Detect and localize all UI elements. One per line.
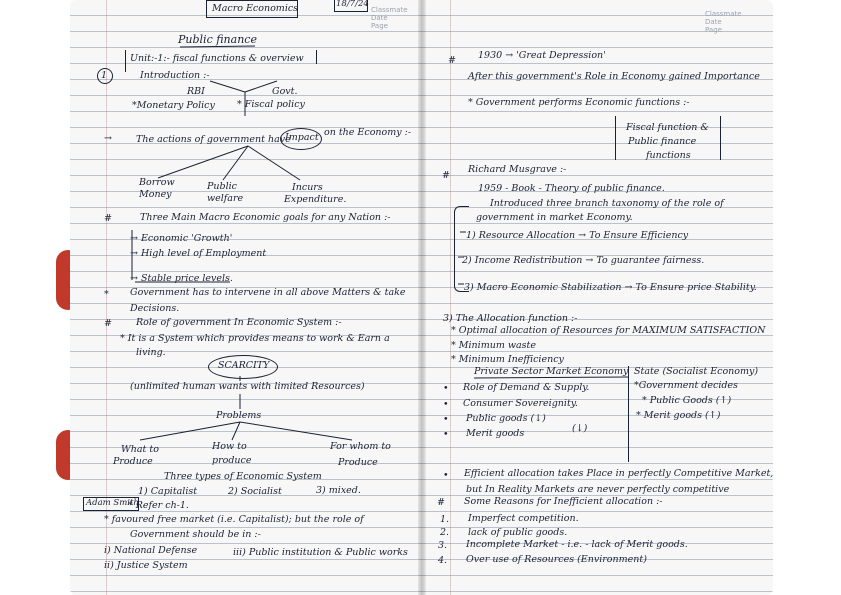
page-stamp-left: Classmate Date Page (371, 6, 408, 30)
macro-stabilization: 3) Macro Economic Stabilization → To Ensure price Stability. (464, 282, 757, 293)
bullet-efficient: • (443, 470, 449, 481)
income-redistribution: 2) Income Redistribution → To guarantee fairness. (462, 255, 705, 266)
incomplete-market: Incomplete Market - i.e. - lack of Merit goods. (466, 539, 688, 550)
monetary-policy: *Monetary Policy (132, 100, 215, 111)
heading-public-finance: Public finance (178, 33, 257, 46)
type-capitalist: 1) Capitalist (138, 486, 198, 497)
hash-1930: # (448, 55, 456, 66)
hash-richard: # (442, 170, 450, 181)
rbi-label: RBI (187, 86, 205, 97)
notebook-spine (418, 0, 426, 595)
public-finance: Public finance (628, 136, 697, 147)
minimum-inefficiency: * Minimum Inefficiency (451, 354, 564, 365)
hash-role: # (104, 318, 112, 329)
goal-stable-prices: → Stable price levels. (130, 273, 233, 284)
government-in-market: government in market Economy. (476, 212, 633, 223)
goal-economic-growth: → Economic 'Growth' (130, 233, 233, 244)
actions-text-b: on the Economy :- (324, 127, 412, 138)
type-mixed: 3) mixed. (316, 485, 361, 496)
richard-musgrave: Richard Musgrave :- (468, 164, 567, 175)
refer-ch1: * Refer ch-1. (128, 500, 189, 511)
incurs-expenditure-1: Incurs (292, 182, 323, 193)
merit-goods-up: * Merit goods (↑) (636, 410, 721, 421)
background-edge (773, 0, 841, 595)
economy-divider (628, 366, 630, 462)
adam-smith: Adam Smith (86, 498, 139, 508)
how-to-produce-1: How to (212, 441, 247, 452)
introduced-taxonomy: Introduced three branch taxonomy of the role of (490, 198, 724, 209)
borrow-money-1: Borrow (139, 177, 175, 188)
header-date: 18/7/24 (336, 0, 369, 9)
public-goods-up: * Public Goods (↑) (642, 395, 732, 406)
lack-public-goods: lack of public goods. (468, 527, 568, 538)
num-4: 4. (438, 555, 448, 566)
bullet-4: • (443, 429, 449, 440)
justice-system: ii) Justice System (104, 560, 188, 571)
borrow-money-2: Money (139, 189, 172, 200)
favoured-free-market: * favoured free market (i.e. Capitalist); but the role of (104, 514, 364, 525)
three-types: Three types of Economic System (164, 471, 322, 482)
public-goods-down: Public goods (↓) (466, 413, 546, 424)
problems: Problems (216, 410, 262, 421)
consumer-sovereignty: Consumer Sovereignity. (463, 398, 578, 409)
how-to-produce-2: produce (212, 455, 252, 466)
role-of-government: Role of government In Economic System :- (136, 317, 342, 328)
allocation-function-heading: 3) The Allocation function :- (443, 313, 578, 324)
public-welfare-2: welfare (207, 193, 244, 204)
hash-reasons: # (437, 497, 445, 508)
for-whom-2: Produce (338, 457, 378, 468)
government-should-be: Government should be in :- (130, 529, 261, 540)
page-stamp-right: Classmate Date Page (705, 10, 742, 34)
incurs-expenditure-2: Expenditure. (284, 194, 347, 205)
goal-employment: → High level of Employment (130, 248, 267, 259)
num-2: 2. (440, 527, 450, 538)
three-branch-bracket (454, 206, 469, 292)
bullet-3: • (443, 414, 449, 425)
hash-goals: # (104, 213, 112, 224)
star-govt: * (104, 289, 109, 300)
actions-arrow: → (104, 133, 112, 144)
system-definition: * It is a System which provides means to work & Earn a (120, 333, 390, 344)
resource-allocation: 1) Resource Allocation → To Ensure Efficiency (466, 230, 689, 241)
header-title: Macro Economics (212, 3, 299, 14)
merit-goods: Merit goods (466, 428, 525, 439)
book-1959: 1959 - Book - Theory of public finance. (478, 183, 665, 194)
public-welfare-1: Public (207, 181, 237, 192)
for-whom-1: For whom to (330, 441, 391, 452)
impact-word: Impact (285, 132, 319, 143)
great-depression: 1930 → 'Great Depression' (478, 50, 606, 61)
functions: functions (646, 150, 691, 161)
public-institution: iii) Public institution & Public works (233, 547, 408, 558)
imperfect-competition: Imperfect competition. (468, 513, 579, 524)
optimal-allocation: * Optimal allocation of Resources for MAXIMUM SATISFACTION (451, 325, 766, 336)
govt-intervene: Government has to intervene in all above Matters & take (130, 287, 406, 298)
private-sector-market: Private Sector Market Economy (474, 366, 629, 377)
state-socialist: State (Socialist Economy) (634, 366, 759, 377)
introduction-label: Introduction :- (140, 70, 210, 81)
unlimited-wants: (unlimited human wants with limited Resources) (130, 381, 365, 392)
type-socialist: 2) Socialist (228, 486, 282, 497)
what-to-produce-1: What to (121, 444, 159, 455)
efficient-allocation: Efficient allocation takes Place in perfectly Competitive Market, (464, 468, 774, 479)
right-margin-line (450, 0, 451, 595)
bullet-1: • (443, 383, 449, 394)
national-defense: i) National Defense (104, 545, 198, 556)
num-1: 1. (440, 514, 450, 525)
bullet-2: • (443, 399, 449, 410)
what-to-produce-2: Produce (113, 456, 153, 467)
fiscal-policy: * Fiscal policy (237, 99, 305, 110)
unit-bracket-right (312, 50, 317, 64)
minimum-waste: * Minimum waste (451, 340, 536, 351)
scarcity: SCARCITY (218, 360, 270, 371)
number-one: 1 (101, 70, 108, 81)
after-this: After this government's Role in Economy gained Importance (468, 71, 760, 82)
merit-goods-down: (↓) (572, 423, 588, 434)
some-reasons: Some Reasons for Inefficient allocation :- (464, 496, 663, 507)
govt-decides: *Government decides (634, 380, 738, 391)
unit-title: Unit:-1:- fiscal functions & overview (130, 53, 304, 64)
govt-performs: * Government performs Economic functions :- (468, 97, 690, 108)
num-3: 3. (438, 540, 448, 551)
role-demand-supply: Role of Demand & Supply. (463, 382, 590, 393)
fiscal-function: Fiscal function & (626, 122, 709, 133)
decisions: Decisions. (130, 303, 180, 314)
but-in-reality: but In Reality Markets are never perfectly competitive (466, 484, 730, 495)
govt-label: Govt. (272, 86, 298, 97)
three-goals-heading: Three Main Macro Economic goals for any Nation :- (140, 212, 391, 223)
living: living. (136, 347, 166, 358)
overuse-resources: Over use of Resources (Environment) (466, 554, 647, 565)
actions-text-a: The actions of government have (136, 134, 291, 145)
